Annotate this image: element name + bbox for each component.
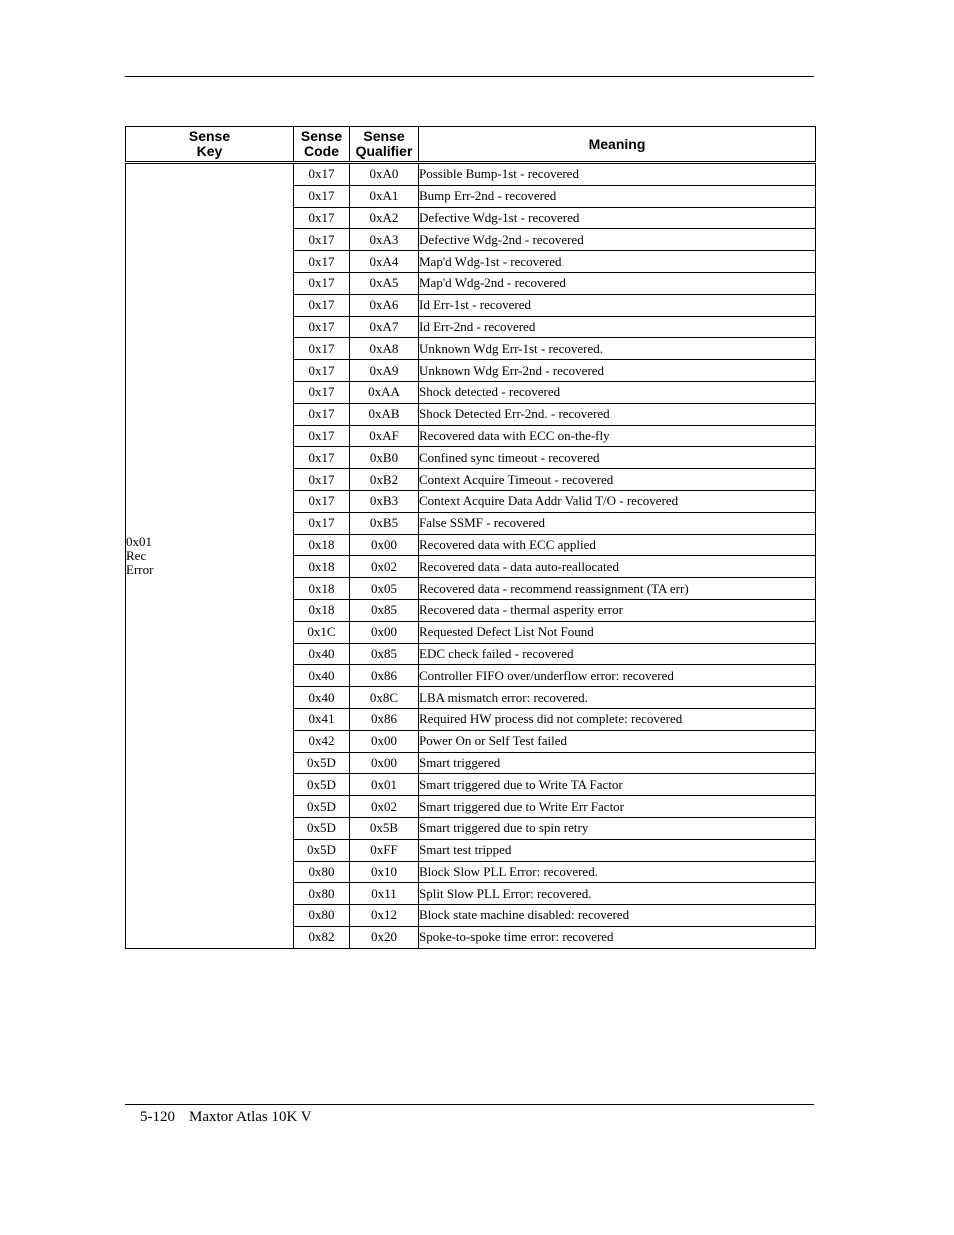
sense-qualifier-cell: 0x05 bbox=[350, 578, 419, 600]
sense-code-cell: 0x17 bbox=[294, 381, 350, 403]
sense-code-cell: 0x40 bbox=[294, 643, 350, 665]
meaning-cell: EDC check failed - recovered bbox=[419, 643, 816, 665]
sense-code-cell: 0x80 bbox=[294, 883, 350, 905]
sense-code-cell: 0x17 bbox=[294, 469, 350, 491]
meaning-cell: Id Err-1st - recovered bbox=[419, 294, 816, 316]
sense-code-cell: 0x1C bbox=[294, 621, 350, 643]
sense-code-cell: 0x80 bbox=[294, 861, 350, 883]
table-body bbox=[126, 163, 816, 949]
meaning-cell: Required HW process did not complete: recovered bbox=[419, 708, 816, 730]
sense-key-line: Rec bbox=[126, 547, 147, 563]
sense-qualifier-cell: 0x86 bbox=[350, 708, 419, 730]
meaning-cell: False SSMF - recovered bbox=[419, 512, 816, 534]
sense-qualifier-cell: 0x02 bbox=[350, 796, 419, 818]
sense-code-cell: 0x18 bbox=[294, 599, 350, 621]
sense-qualifier-cell: 0x02 bbox=[350, 556, 419, 578]
sense-qualifier-cell: 0x8C bbox=[350, 687, 419, 709]
col-header-meaning: Meaning bbox=[419, 127, 816, 163]
sense-key-line: Error bbox=[126, 561, 154, 577]
sense-qualifier-cell: 0xA6 bbox=[350, 294, 419, 316]
meaning-cell: Power On or Self Test failed bbox=[419, 730, 816, 752]
meaning-cell: Recovered data with ECC applied bbox=[419, 534, 816, 556]
sense-code-cell: 0x17 bbox=[294, 512, 350, 534]
sense-code-cell: 0x17 bbox=[294, 163, 350, 186]
sense-code-cell: 0x5D bbox=[294, 774, 350, 796]
col-header-sense-qualifier: Sense Qualifier bbox=[350, 127, 419, 163]
sense-qualifier-cell: 0x00 bbox=[350, 621, 419, 643]
sense-qualifier-cell: 0x00 bbox=[350, 730, 419, 752]
sense-code-cell: 0x17 bbox=[294, 294, 350, 316]
meaning-cell: Split Slow PLL Error: recovered. bbox=[419, 883, 816, 905]
sense-code-cell: 0x17 bbox=[294, 251, 350, 273]
meaning-cell: Defective Wdg-1st - recovered bbox=[419, 207, 816, 229]
sense-code-cell: 0x80 bbox=[294, 905, 350, 927]
sense-qualifier-cell: 0x86 bbox=[350, 665, 419, 687]
sense-qualifier-cell: 0xB3 bbox=[350, 490, 419, 512]
table-row bbox=[126, 163, 816, 186]
meaning-cell: Map'd Wdg-1st - recovered bbox=[419, 251, 816, 273]
sense-code-cell: 0x82 bbox=[294, 926, 350, 948]
sense-qualifier-cell: 0x12 bbox=[350, 905, 419, 927]
table-header-row bbox=[126, 127, 816, 163]
sense-key-line: 0x01 bbox=[126, 533, 152, 549]
meaning-cell: Spoke-to-spoke time error: recovered bbox=[419, 926, 816, 948]
meaning-cell: Recovered data - recommend reassignment (TA err) bbox=[419, 578, 816, 600]
sense-qualifier-cell: 0xA4 bbox=[350, 251, 419, 273]
meaning-cell: Recovered data - thermal asperity error bbox=[419, 599, 816, 621]
meaning-cell: Block Slow PLL Error: recovered. bbox=[419, 861, 816, 883]
header-rule bbox=[125, 76, 814, 77]
meaning-cell: Defective Wdg-2nd - recovered bbox=[419, 229, 816, 251]
meaning-cell: Id Err-2nd - recovered bbox=[419, 316, 816, 338]
sense-code-cell: 0x17 bbox=[294, 360, 350, 382]
footer-rule bbox=[125, 1104, 814, 1105]
sense-qualifier-cell: 0x01 bbox=[350, 774, 419, 796]
sense-code-cell: 0x40 bbox=[294, 665, 350, 687]
sense-qualifier-cell: 0xFF bbox=[350, 839, 419, 861]
sense-code-cell: 0x17 bbox=[294, 490, 350, 512]
page-number: 5-120 bbox=[140, 1109, 175, 1125]
sense-qualifier-cell: 0xA0 bbox=[350, 163, 419, 186]
meaning-cell: Confined sync timeout - recovered bbox=[419, 447, 816, 469]
meaning-cell: Block state machine disabled: recovered bbox=[419, 905, 816, 927]
sense-qualifier-cell: 0x00 bbox=[350, 752, 419, 774]
meaning-cell: LBA mismatch error: recovered. bbox=[419, 687, 816, 709]
sense-qualifier-cell: 0xAA bbox=[350, 381, 419, 403]
product-name: Maxtor Atlas 10K V bbox=[189, 1109, 312, 1125]
sense-qualifier-cell: 0x10 bbox=[350, 861, 419, 883]
meaning-cell: Smart triggered due to Write TA Factor bbox=[419, 774, 816, 796]
sense-key-table bbox=[125, 126, 816, 949]
sense-qualifier-cell: 0x00 bbox=[350, 534, 419, 556]
sense-qualifier-cell: 0xB2 bbox=[350, 469, 419, 491]
sense-code-cell: 0x17 bbox=[294, 338, 350, 360]
sense-qualifier-cell: 0x85 bbox=[350, 643, 419, 665]
sense-code-cell: 0x5D bbox=[294, 817, 350, 839]
meaning-cell: Recovered data with ECC on-the-fly bbox=[419, 425, 816, 447]
meaning-cell: Unknown Wdg Err-1st - recovered. bbox=[419, 338, 816, 360]
sense-qualifier-cell: 0xA8 bbox=[350, 338, 419, 360]
meaning-cell: Smart triggered bbox=[419, 752, 816, 774]
sense-qualifier-cell: 0xA2 bbox=[350, 207, 419, 229]
meaning-cell: Smart triggered due to Write Err Factor bbox=[419, 796, 816, 818]
sense-code-cell: 0x17 bbox=[294, 272, 350, 294]
sense-code-cell: 0x41 bbox=[294, 708, 350, 730]
sense-qualifier-cell: 0xA9 bbox=[350, 360, 419, 382]
sense-code-cell: 0x17 bbox=[294, 403, 350, 425]
sense-code-cell: 0x17 bbox=[294, 425, 350, 447]
meaning-cell: Bump Err-2nd - recovered bbox=[419, 185, 816, 207]
sense-code-cell: 0x17 bbox=[294, 229, 350, 251]
sense-code-cell: 0x17 bbox=[294, 207, 350, 229]
sense-code-cell: 0x18 bbox=[294, 578, 350, 600]
sense-qualifier-cell: 0xA3 bbox=[350, 229, 419, 251]
meaning-cell: Requested Defect List Not Found bbox=[419, 621, 816, 643]
sense-code-cell: 0x17 bbox=[294, 316, 350, 338]
sense-code-cell: 0x17 bbox=[294, 447, 350, 469]
sense-qualifier-cell: 0xAB bbox=[350, 403, 419, 425]
meaning-cell: Context Acquire Timeout - recovered bbox=[419, 469, 816, 491]
sense-qualifier-cell: 0xA1 bbox=[350, 185, 419, 207]
sense-qualifier-cell: 0x20 bbox=[350, 926, 419, 948]
meaning-cell: Possible Bump-1st - recovered bbox=[419, 163, 816, 186]
col-header-sense-key: Sense Key bbox=[126, 127, 294, 163]
sense-code-cell: 0x5D bbox=[294, 752, 350, 774]
sense-code-cell: 0x17 bbox=[294, 185, 350, 207]
page-footer bbox=[140, 1109, 312, 1126]
sense-qualifier-cell: 0xA7 bbox=[350, 316, 419, 338]
meaning-cell: Controller FIFO over/underflow error: recovered bbox=[419, 665, 816, 687]
sense-code-cell: 0x5D bbox=[294, 796, 350, 818]
meaning-cell: Shock detected - recovered bbox=[419, 381, 816, 403]
meaning-cell: Unknown Wdg Err-2nd - recovered bbox=[419, 360, 816, 382]
meaning-cell: Context Acquire Data Addr Valid T/O - recovered bbox=[419, 490, 816, 512]
sense-key-cell bbox=[126, 163, 294, 949]
sense-code-cell: 0x18 bbox=[294, 534, 350, 556]
sense-code-cell: 0x40 bbox=[294, 687, 350, 709]
sense-qualifier-cell: 0xB0 bbox=[350, 447, 419, 469]
sense-qualifier-cell: 0x5B bbox=[350, 817, 419, 839]
sense-qualifier-cell: 0xAF bbox=[350, 425, 419, 447]
meaning-cell: Map'd Wdg-2nd - recovered bbox=[419, 272, 816, 294]
sense-qualifier-cell: 0x11 bbox=[350, 883, 419, 905]
sense-qualifier-cell: 0x85 bbox=[350, 599, 419, 621]
meaning-cell: Shock Detected Err-2nd. - recovered bbox=[419, 403, 816, 425]
sense-qualifier-cell: 0xB5 bbox=[350, 512, 419, 534]
meaning-cell: Smart test tripped bbox=[419, 839, 816, 861]
sense-code-cell: 0x5D bbox=[294, 839, 350, 861]
sense-code-cell: 0x42 bbox=[294, 730, 350, 752]
meaning-cell: Smart triggered due to spin retry bbox=[419, 817, 816, 839]
meaning-cell: Recovered data - data auto-reallocated bbox=[419, 556, 816, 578]
sense-qualifier-cell: 0xA5 bbox=[350, 272, 419, 294]
col-header-sense-code: Sense Code bbox=[294, 127, 350, 163]
sense-code-cell: 0x18 bbox=[294, 556, 350, 578]
